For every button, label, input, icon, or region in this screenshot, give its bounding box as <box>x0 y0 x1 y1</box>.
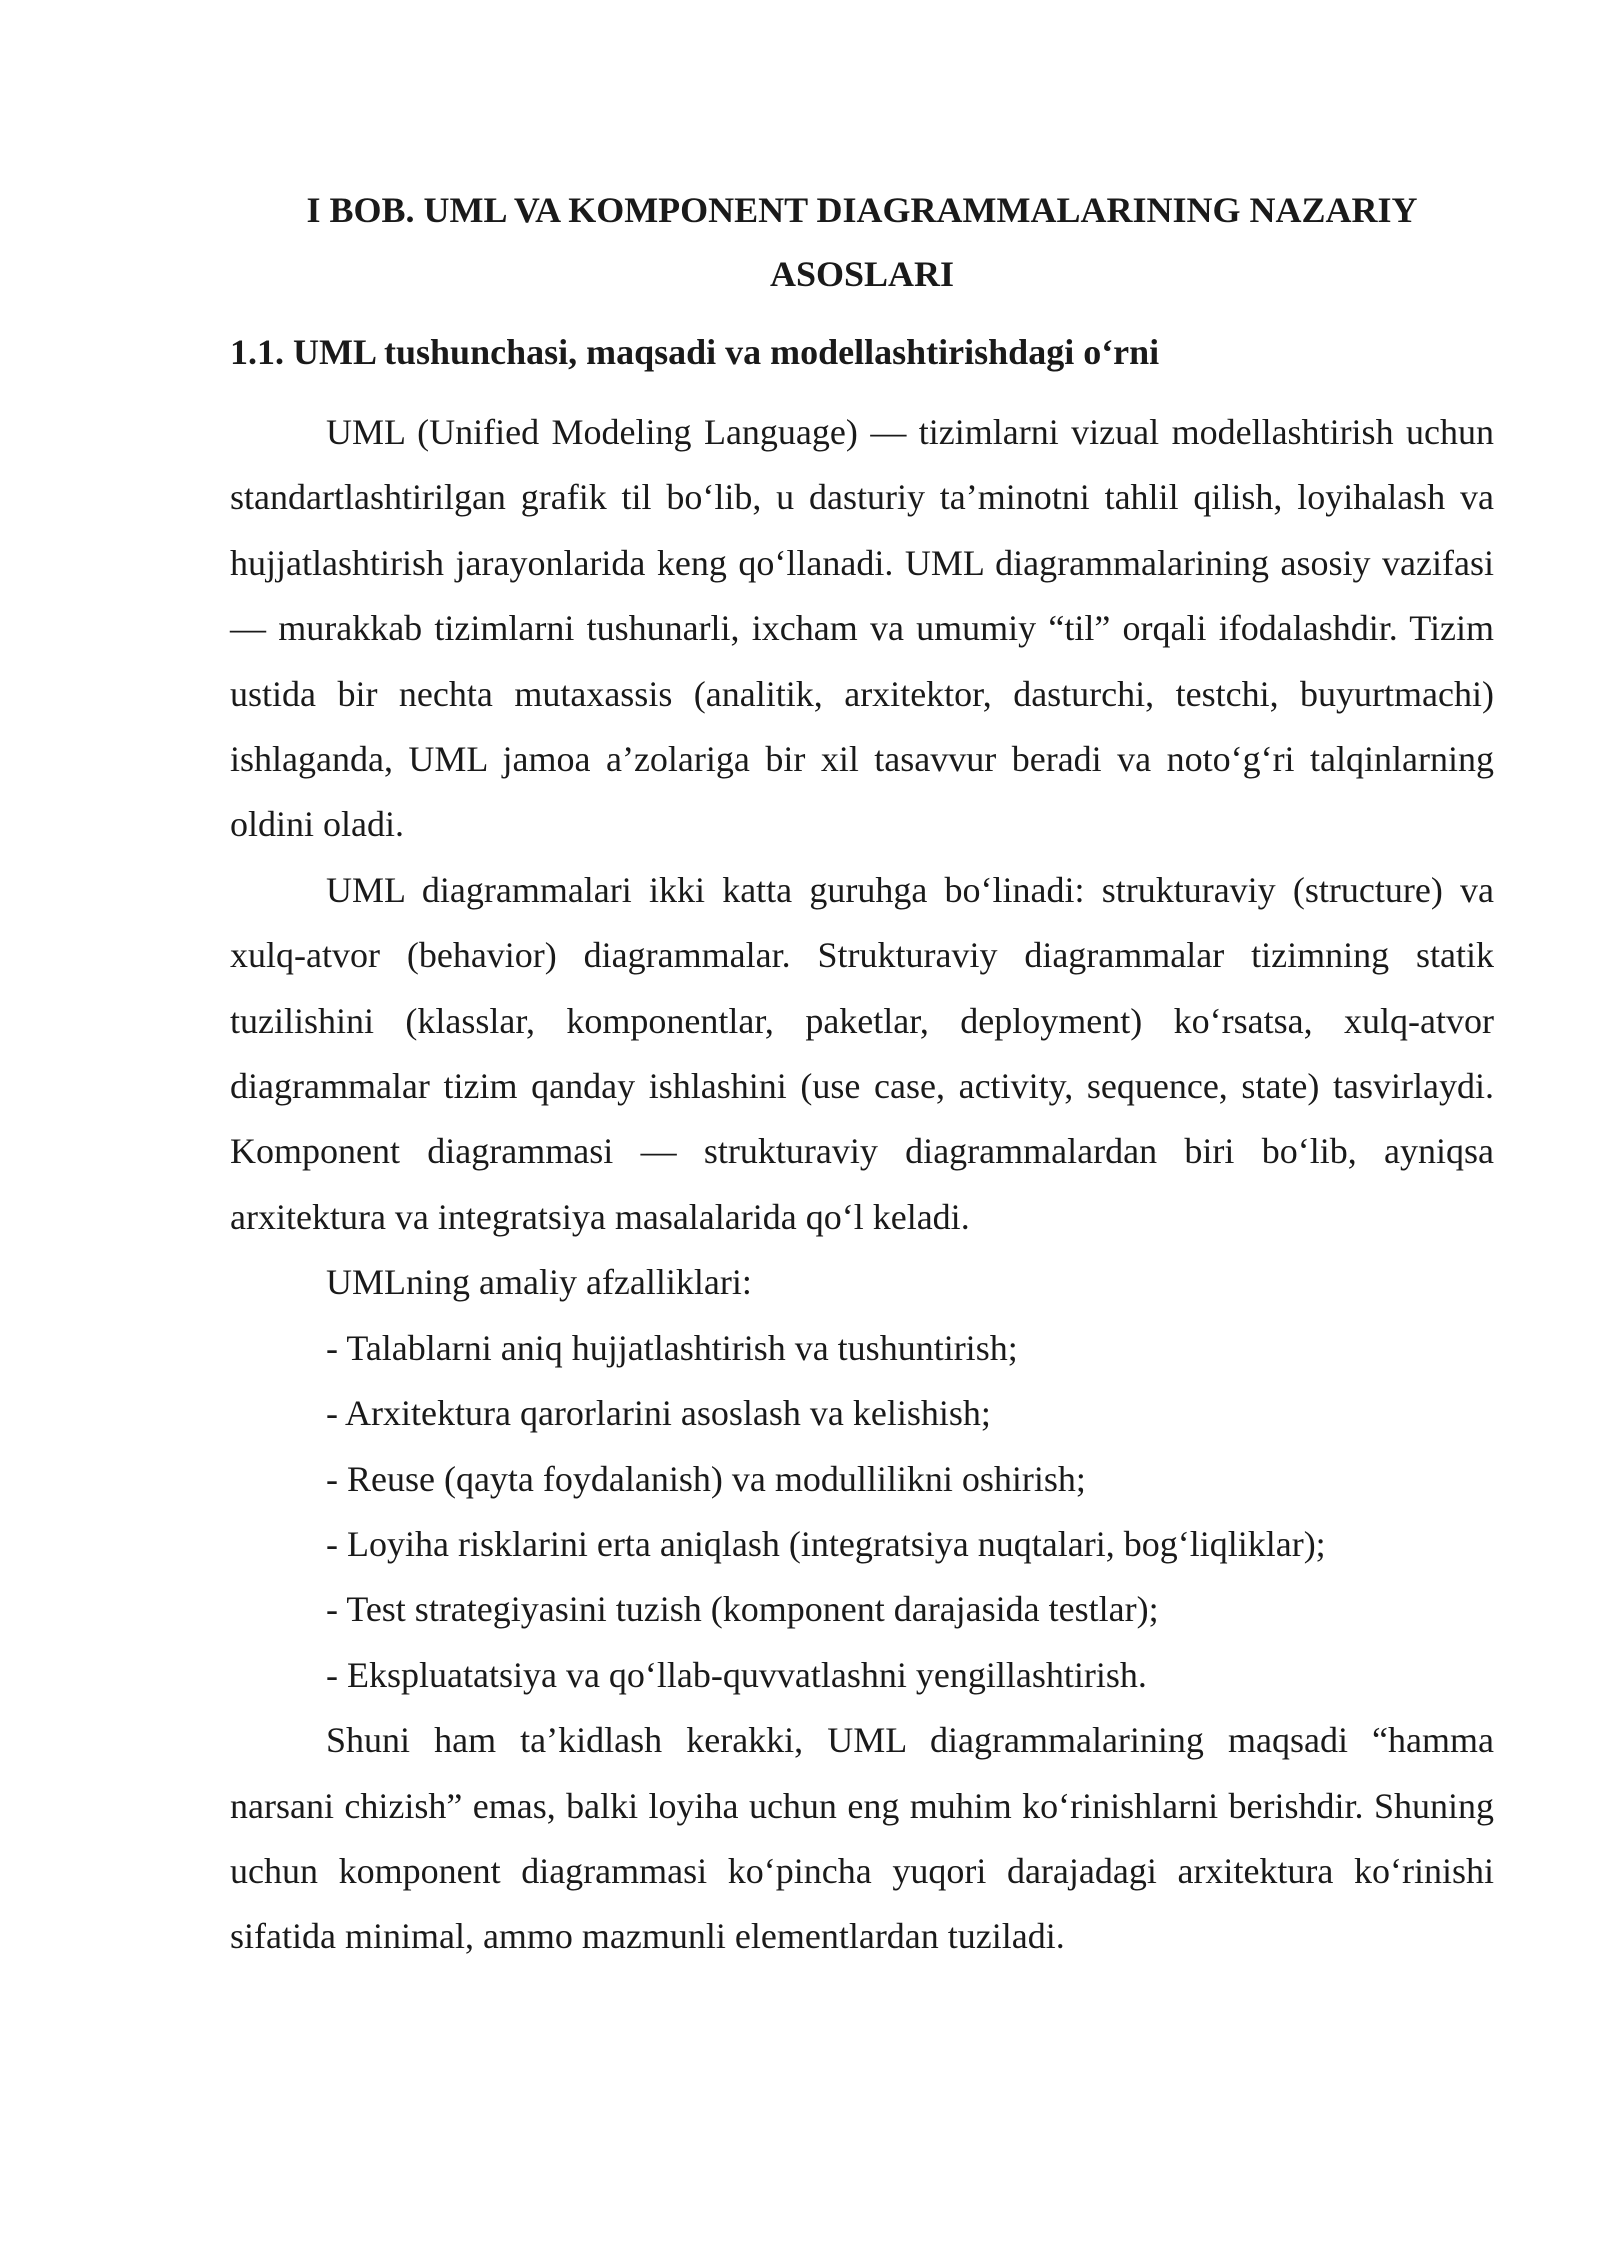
list-item: - Reuse (qayta foydalanish) va modullilikni oshirish; <box>326 1458 1086 1499</box>
document-page <box>230 178 1494 1970</box>
chapter-title: I BOB. UML VA KOMPONENT DIAGRAMMALARINING NAZARIY ASOSLARI <box>306 190 1418 294</box>
list-item: - Arxitektura qarorlarini asoslash va kelishish; <box>326 1393 991 1434</box>
section-title: 1.1. UML tushunchasi, maqsadi va modellashtirishdagi o‘rni <box>230 332 1160 372</box>
advantages-list <box>230 1316 1494 1708</box>
advantages-heading: UMLning amaliy afzalliklari: <box>326 1262 752 1303</box>
paragraph-closing: Shuni ham ta’kidlash kerakki, UML diagrammalarining maqsadi “hamma narsani chizish” emas, balki loyiha uchun eng muhim ko‘rinishlarni berishdir. Shuning uchun komponent diagrammasi ko‘pincha yuqori darajadagi arxitektura ko‘rinishi sifatida minimal, ammo mazmunli elementlardan tuziladi. <box>230 1720 1494 1957</box>
list-item: - Test strategiyasini tuzish (komponent darajasida testlar); <box>326 1589 1159 1630</box>
paragraph-uml-definition: UML (Unified Modeling Language) — tizimlarni vizual modellashtirish uchun standartlashtirilgan grafik til bo‘lib, u dasturiy ta’minotni tahlil qilish, loyihalash va hujjatlashtirish jarayonlarida keng qo‘llanadi. UML diagrammalarining asosiy vazifasi — murakkab tizimlarni tushunarli, ixcham va umumiy “til” orqali ifodalashdir. Tizim ustida bir nechta mutaxassis (analitik, arxitektor, dasturchi, testchi, buyurtmachi) ishlaganda, UML jamoa a’zolariga bir xil tasavvur beradi va noto‘g‘ri talqinlarning oldini oladi. <box>230 412 1494 845</box>
list-item: - Loyiha risklarini erta aniqlash (integratsiya nuqtalari, bog‘liqliklar); <box>326 1523 1326 1564</box>
paragraph-diagram-groups: UML diagrammalari ikki katta guruhga bo‘linadi: strukturaviy (structure) va xulq-atvor (behavior) diagrammalar. Strukturaviy diagrammalar tizimning statik tuzilishini (klasslar, komponentlar, paketlar, deployment) ko‘rsatsa, xulq-atvor diagrammalar tizim qanday ishlashini (use case, activity, sequence, state) tasvirlaydi. Komponent diagrammasi — strukturaviy diagrammalardan biri bo‘lib, ayniqsa arxitektura va integratsiya masalalarida qo‘l keladi. <box>230 869 1494 1237</box>
list-item: - Talablarni aniq hujjatlashtirish va tushuntirish; <box>326 1327 1018 1368</box>
list-item: - Ekspluatatsiya va qo‘llab-quvvatlashni yengillashtirish. <box>326 1654 1147 1695</box>
